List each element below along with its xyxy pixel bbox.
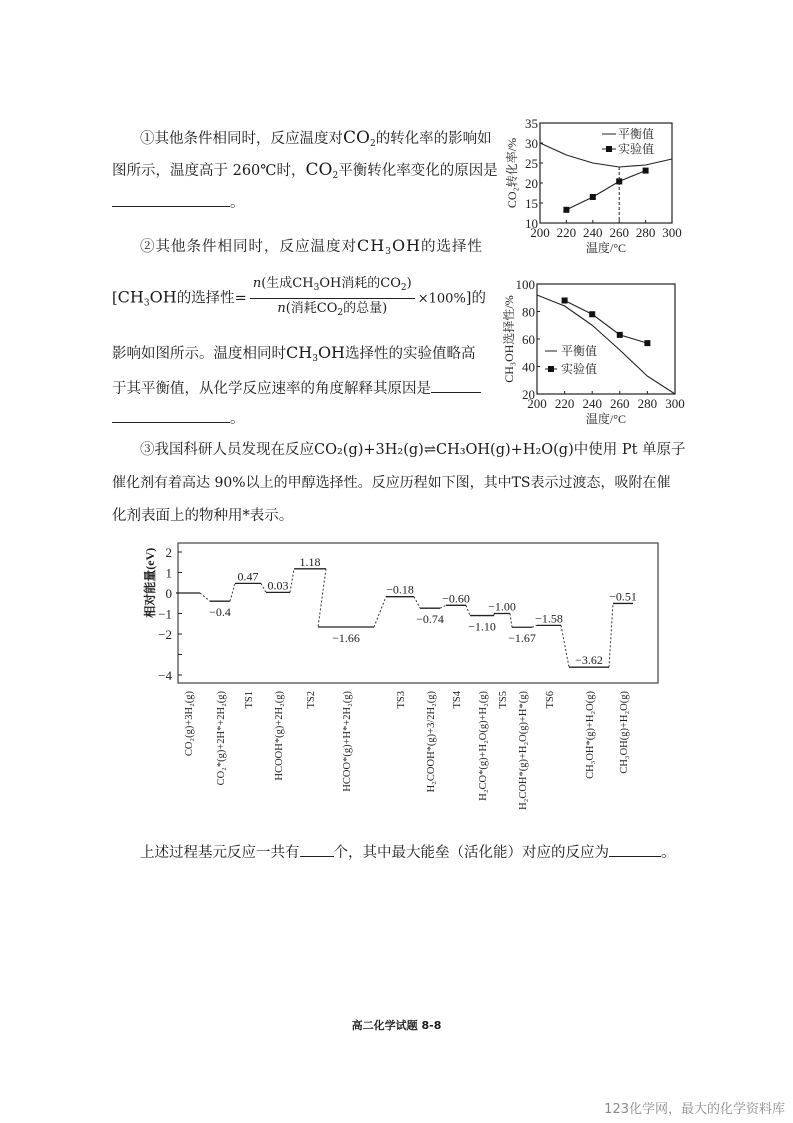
- y-tick-label: 10: [525, 216, 538, 231]
- x-tick-label: 260: [610, 396, 630, 411]
- text: CH: [357, 236, 386, 255]
- x-category-label: TS4: [452, 691, 463, 709]
- energy-value-label: −1.67: [508, 631, 536, 646]
- text: ]的: [465, 290, 486, 307]
- text: 3: [385, 247, 392, 257]
- watermark: 123化学网，最大的化学资料库: [604, 1102, 785, 1117]
- x-category-label: TS5: [498, 691, 509, 709]
- energy-value-label: −1.58: [535, 611, 563, 626]
- x-category-label: HCOO*(g)+H*+2H₂(g): [342, 691, 353, 792]
- q2-answer-line: [112, 408, 245, 429]
- y-tick-label: 20: [525, 176, 538, 191]
- text: OH: [391, 236, 422, 255]
- x-tick-label: 300: [665, 396, 685, 411]
- text: 2: [337, 308, 344, 318]
- answer-blank[interactable]: [609, 842, 661, 857]
- text: ①其他条件相同时，反应温度对: [140, 131, 343, 147]
- reaction-equation: CO₂(g)+3H₂(g)⇌CH₃OH(g)+H₂O(g): [314, 442, 574, 458]
- selectivity-fraction: [250, 275, 415, 322]
- text: ③我国科研人员发现在反应: [140, 442, 314, 458]
- connector-line: [609, 603, 613, 667]
- text: 的选择性=: [176, 290, 247, 307]
- legend-label-experimental: 实验值: [618, 142, 655, 156]
- x-axis-title: 温度/°C: [585, 241, 627, 255]
- x-category-label: CO₂*(g)+2H*+2H₂(g): [216, 691, 227, 786]
- connector-line: [318, 569, 326, 627]
- q1-line1: [140, 128, 492, 154]
- series-line-equilibrium: [537, 295, 675, 394]
- series-line-experimental: [566, 171, 645, 210]
- connector-line: [290, 569, 294, 593]
- x-tick-label: 200: [530, 225, 550, 240]
- x-category-label: CH₃OH(g)+H₂O(g): [619, 691, 630, 774]
- x-tick-label: 280: [635, 225, 656, 240]
- energy-value-label: −0.74: [416, 612, 444, 627]
- q2-line4: [112, 378, 481, 399]
- energy-value-label: −0.51: [609, 589, 637, 604]
- energy-value-label: 1.18: [299, 554, 321, 569]
- energy-value-label: 0.03: [267, 578, 289, 593]
- x-tick-label: 240: [583, 225, 603, 240]
- text: 3: [312, 354, 318, 364]
- text: n: [277, 301, 286, 316]
- text: 的总量): [343, 301, 388, 316]
- x-category-label: TS3: [396, 691, 407, 709]
- x-category-label: HCOOH*(g)+2H₂(g): [274, 691, 285, 781]
- x-axis-title: 温度/°C: [585, 412, 627, 426]
- text: 的转化率的影响如: [375, 131, 492, 147]
- text: 图所示，温度高于 260℃时，: [112, 163, 306, 179]
- q2-line3: [112, 343, 476, 369]
- y-tick-label: −4: [158, 668, 172, 683]
- q3-line3: [112, 506, 293, 526]
- series-line-experimental: [565, 301, 648, 344]
- text: 。: [230, 195, 245, 211]
- answer-blank[interactable]: [300, 842, 334, 857]
- legend-label-equilibrium: 平衡值: [561, 344, 598, 358]
- text: 个，其中最大能垒（活化能）对应的反应为: [333, 845, 609, 861]
- energy-value-label: −0.18: [386, 582, 414, 597]
- q1-line2: [112, 160, 498, 186]
- connector-line: [230, 583, 235, 601]
- x-tick-label: 220: [554, 396, 575, 411]
- x-tick-label: 260: [609, 225, 629, 240]
- text: 催化剂有着高达 90%以上的甲醇选择性。反应历程如下图，其中TS表示过渡态，吸附在催: [112, 475, 671, 491]
- text: 上述过程基元反应一共有: [140, 845, 300, 861]
- connector-line: [440, 605, 446, 608]
- q3-question: [140, 842, 676, 863]
- x-category-label: TS1: [244, 691, 255, 709]
- connector-line: [510, 614, 512, 628]
- data-point-experimental: [590, 194, 596, 200]
- text: 2: [332, 171, 339, 181]
- text: 平衡转化率变化的原因是: [338, 163, 498, 179]
- connector-line: [532, 625, 537, 627]
- data-point-experimental: [643, 168, 649, 174]
- energy-value-label: −0.4: [209, 605, 231, 620]
- y-tick-label: 0: [165, 586, 172, 601]
- connector-line: [200, 593, 210, 601]
- answer-blank[interactable]: [112, 408, 230, 423]
- text: 2: [400, 283, 407, 293]
- fraction-denominator: [250, 299, 415, 322]
- energy-value-label: −3.62: [575, 653, 603, 668]
- x-category-label: CH₃OH*(g)+H₂O(g): [585, 691, 596, 779]
- energy-value-label: −1.66: [332, 631, 360, 646]
- text: 中使用 Pt 单原子: [573, 442, 686, 458]
- data-point-experimental: [589, 311, 595, 317]
- x-category-label: CO₂(g)+3H₂(g): [184, 691, 195, 757]
- x-tick-label: 220: [556, 225, 577, 240]
- text: 的选择性: [421, 239, 484, 255]
- y-tick-label: 40: [522, 359, 535, 375]
- connector-line: [561, 625, 569, 667]
- text: OH: [317, 343, 346, 362]
- energy-value-label: −0.60: [442, 591, 470, 606]
- y-tick-label: 15: [525, 196, 538, 211]
- ch3oh-selectivity-chart: [495, 278, 695, 428]
- data-point-experimental: [644, 340, 650, 346]
- page-footer: 高二化学试题 8-8: [351, 1019, 442, 1032]
- data-point-experimental: [562, 298, 568, 304]
- text: 3: [143, 298, 150, 309]
- connector-line: [414, 597, 420, 608]
- text: CH: [286, 343, 313, 362]
- data-point-experimental: [617, 332, 623, 338]
- co2-conversion-chart: [500, 115, 700, 260]
- text: ×100%: [417, 291, 466, 307]
- legend-marker-experimental: [548, 366, 554, 372]
- text: CO: [305, 160, 333, 180]
- x-tick-label: 240: [582, 396, 602, 411]
- text: (生成CH: [261, 276, 314, 291]
- q3-line1: [140, 440, 686, 460]
- x-category-label: H₂CO*(g)+H₂O(g)+H₂(g): [478, 691, 489, 801]
- text: n: [252, 276, 262, 291]
- y-tick-label: 2: [165, 545, 172, 560]
- fraction-numerator: [250, 275, 415, 299]
- text: CH: [117, 287, 144, 307]
- text: CO: [343, 128, 370, 148]
- energy-value-label: −1.00: [488, 599, 516, 614]
- text: 化剂表面上的物种用*表示。: [112, 508, 294, 524]
- y-tick-label: 60: [522, 332, 535, 347]
- y-axis-title: 相对能量(eV): [143, 547, 157, 618]
- y-axis-title: CO₂转化率/%: [505, 137, 519, 209]
- y-tick-label: 25: [525, 156, 538, 171]
- text: 选择性的实验值略高: [345, 346, 476, 362]
- energy-value-label: 0.47: [237, 569, 259, 584]
- y-tick-label: −2: [158, 627, 172, 642]
- x-tick-label: 300: [662, 225, 682, 240]
- answer-blank[interactable]: [431, 378, 481, 393]
- q3-line2: [112, 473, 671, 493]
- q2-formula: [112, 275, 486, 322]
- y-tick-label: −1: [158, 606, 172, 622]
- text: 。: [661, 845, 676, 861]
- connector-line: [374, 597, 386, 627]
- connector-line: [261, 583, 266, 592]
- text: 于其平衡值，从化学反应速率的角度解释其原因是: [112, 381, 431, 397]
- q1-answer-line: [112, 192, 245, 213]
- data-point-experimental: [563, 207, 569, 213]
- x-tick-label: 280: [637, 396, 658, 411]
- text: ): [406, 276, 412, 291]
- y-tick-label: 100: [515, 278, 535, 292]
- y-tick-label: 35: [525, 116, 538, 131]
- x-tick-label: 200: [527, 396, 547, 411]
- text: 2: [369, 139, 376, 149]
- x-category-label: H₂COOH*(g)+3/2H₂(g): [426, 691, 437, 793]
- text: 3: [313, 283, 320, 293]
- y-tick-label: 1: [165, 565, 172, 581]
- y-tick-label: 20: [522, 387, 535, 402]
- y-tick-label: 80: [522, 304, 535, 320]
- y-axis-title: CH₃OH选择性/%: [502, 295, 516, 383]
- legend-marker-experimental: [606, 146, 612, 152]
- legend-label-equilibrium: 平衡值: [618, 127, 655, 141]
- energy-profile-chart: [140, 535, 660, 830]
- x-category-label: TS6: [545, 691, 556, 709]
- text: OH消耗的CO: [319, 276, 401, 291]
- plot-frame: [537, 284, 675, 394]
- q2-line1: [140, 236, 483, 262]
- x-category-label: H₂COH*(g)+H₂O(g)+H*(g): [518, 691, 529, 810]
- text: (消耗CO: [285, 301, 338, 316]
- text: 。: [230, 411, 245, 427]
- x-category-label: TS2: [306, 691, 317, 709]
- legend-label-experimental: 实验值: [561, 362, 598, 376]
- text: 影响如图所示。温度相同时: [112, 346, 286, 362]
- answer-blank[interactable]: [112, 192, 230, 207]
- text: [: [112, 290, 118, 307]
- text: ②其他条件相同时，反应温度对: [140, 239, 357, 255]
- y-tick-label: 30: [525, 136, 538, 151]
- energy-value-label: −1.10: [468, 619, 496, 634]
- text: OH: [149, 287, 177, 307]
- connector-line: [466, 605, 470, 615]
